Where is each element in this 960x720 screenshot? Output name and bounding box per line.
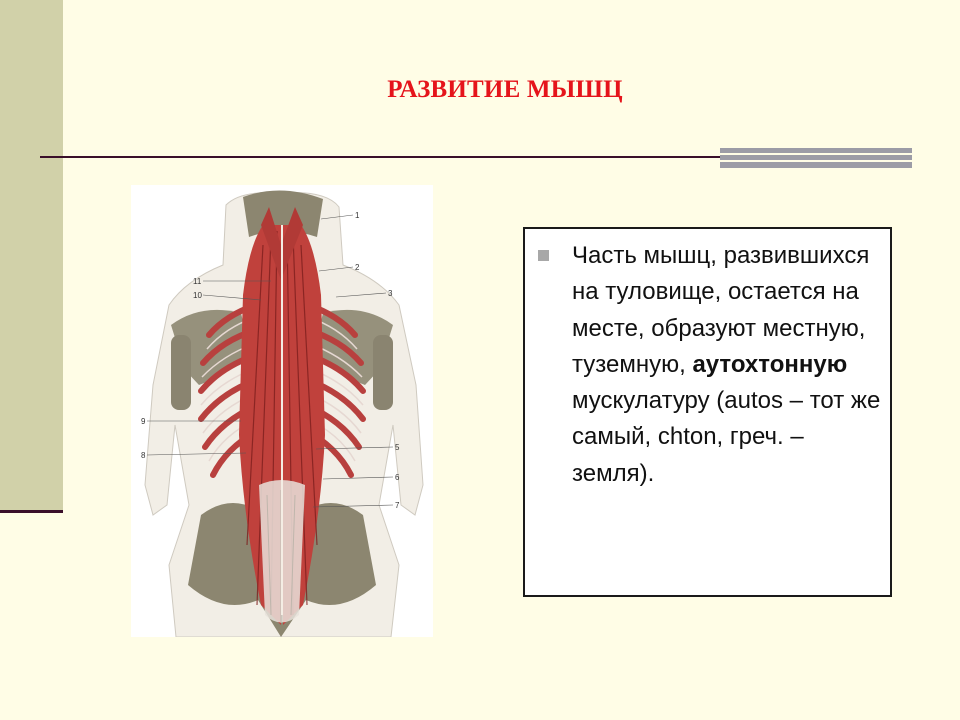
figure-label: 10 [193,291,202,300]
body-text-part1: Часть мышц, развившихся на туловище, остается на месте, образуют местную, туземную, [572,242,870,378]
body-paragraph [572,238,890,492]
slide-title: РАЗВИТИЕ МЫШЦ [387,76,623,103]
body-text-bold: аутохтонную [692,350,848,378]
figure-label: 6 [395,473,400,482]
back-muscles-drawing [131,185,433,637]
square-bullet-icon [538,250,549,261]
body-text-part2: мускулатуру (autos – тот же самый, chton, греч. – земля). [572,387,881,487]
sidebar-divider [0,510,63,513]
figure-label: 11 [193,277,202,286]
figure-label: 1 [355,211,360,220]
figure-label: 7 [395,501,400,510]
figure-label: 3 [388,289,393,298]
figure-label: 2 [355,263,360,272]
figure-label: 9 [141,417,146,426]
figure-label: 8 [141,451,146,460]
divider-accent-bar [720,148,912,168]
figure-label: 5 [395,443,400,452]
back-muscles-illustration [131,185,433,637]
content-box [523,227,892,597]
